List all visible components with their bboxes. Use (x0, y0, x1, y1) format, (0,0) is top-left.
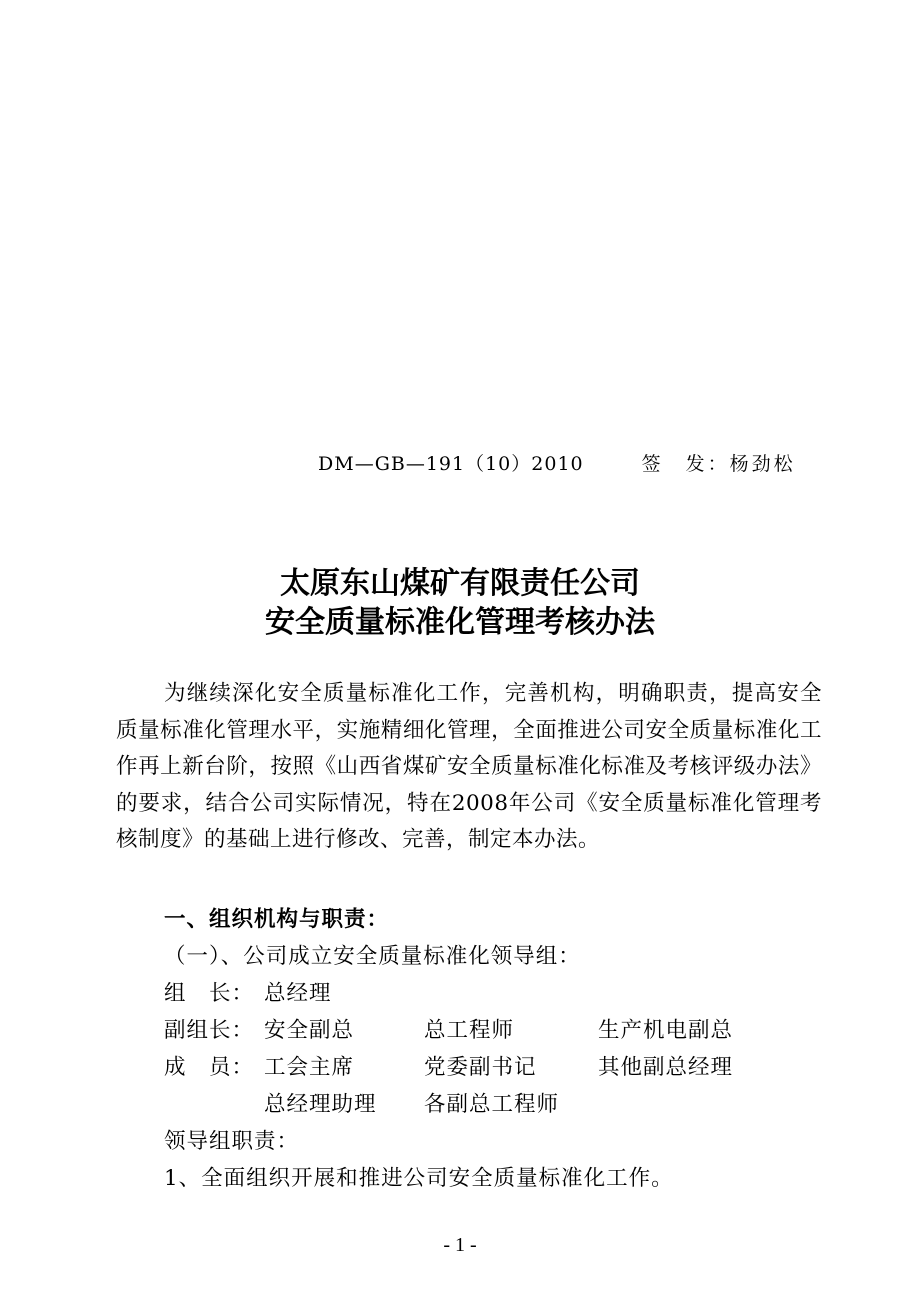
document-header (318, 449, 796, 476)
document-title-line-1: 太原东山煤矿有限责任公司 (280, 566, 640, 601)
duties-label: 领导组职责： (164, 1129, 300, 1154)
member-item: 各副总工程师 (424, 1092, 560, 1117)
section-heading: 一、组织机构与职责： (164, 907, 390, 932)
leader-label: 组 长： (164, 981, 255, 1006)
deputy-member: 总工程师 (424, 1018, 515, 1043)
deputy-label: 副组长： (164, 1018, 255, 1043)
leader-name: 总经理 (264, 981, 332, 1006)
members-label: 成 员： (164, 1055, 255, 1080)
duty-item: 1、全面组织开展和推进公司安全质量标准化工作。 (164, 1166, 674, 1191)
subsection-heading: （一）、公司成立安全质量标准化领导组： (164, 944, 581, 969)
signer-label: 签 发： (641, 453, 730, 475)
deputy-member: 安全副总 (264, 1018, 355, 1043)
document-number: DM—GB—191（10）2010 (318, 453, 584, 475)
deputy-member: 生产机电副总 (598, 1018, 734, 1043)
page-number: - 1 - (443, 1234, 477, 1256)
member-item: 党委副书记 (424, 1055, 537, 1080)
signer-block (642, 453, 796, 475)
document-title-line-2: 安全质量标准化管理考核办法 (265, 605, 655, 640)
signer-name: 杨劲松 (729, 453, 796, 475)
member-item: 工会主席 (264, 1055, 355, 1080)
member-item: 其他副总经理 (598, 1055, 734, 1080)
intro-paragraph: 为继续深化安全质量标准化工作，完善机构，明确职责，提高安全质量标准化管理水平，实施精细化管理，全面推进公司安全质量标准化工作再上新台阶，按照《山西省煤矿安全质量标准化标准及考核评级办法》的要求，结合公司实际情况，特在2008年公司《安全质量标准化管理考核制度》的基础上进行修改、完善，制定本办法。 (116, 681, 822, 852)
member-item: 总经理助理 (264, 1092, 377, 1117)
